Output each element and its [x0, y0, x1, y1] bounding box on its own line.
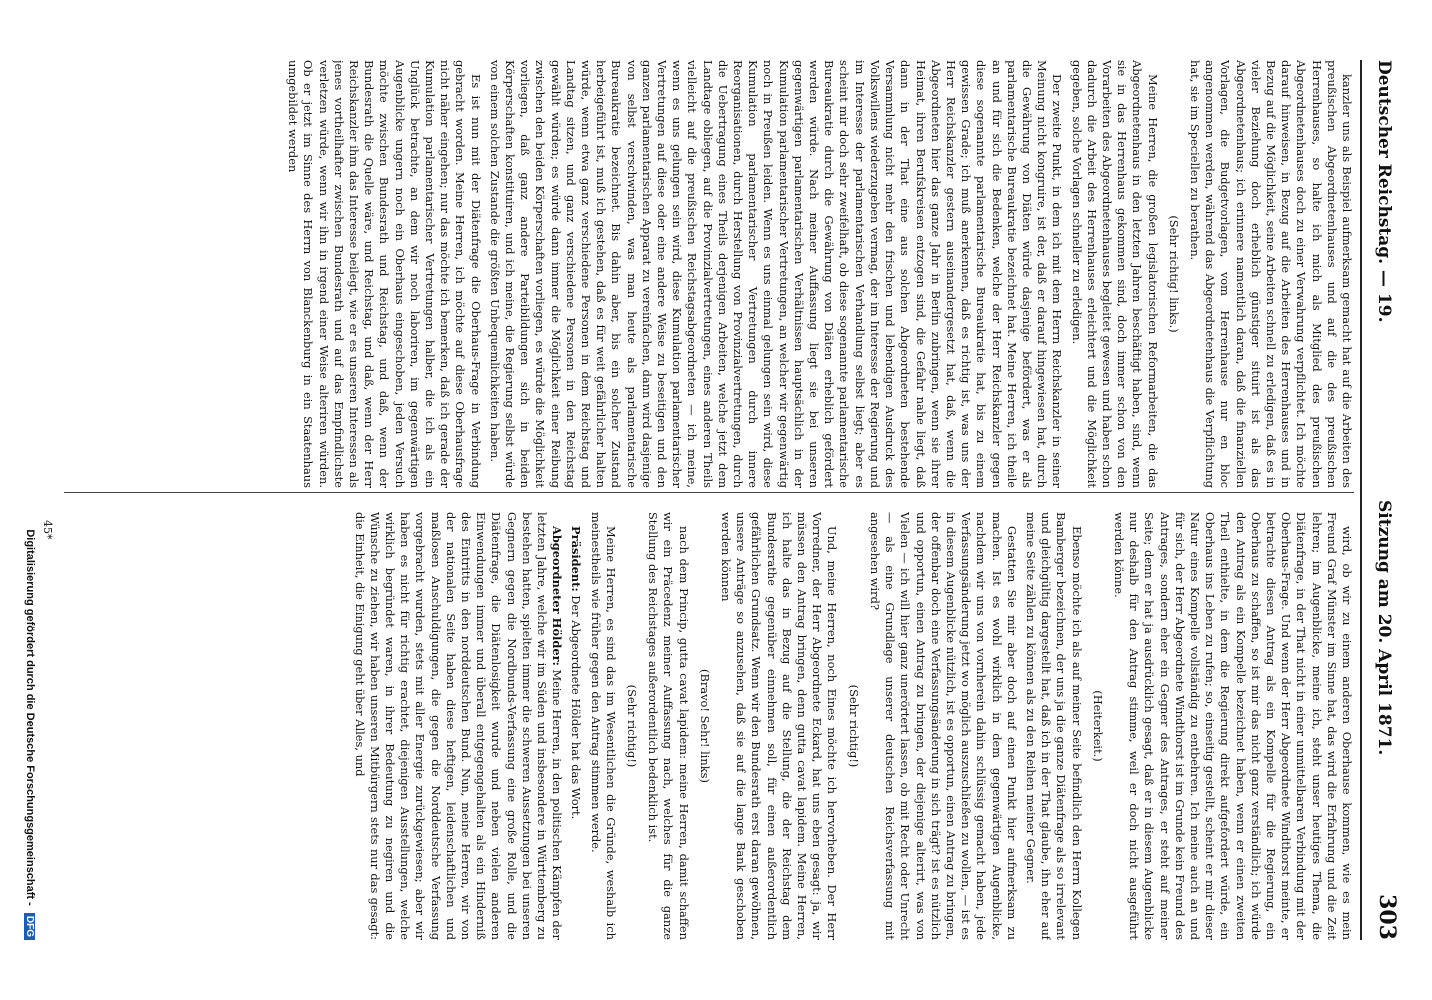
left-column [64, 60, 1354, 488]
interjection: (Sehr richtig!) [846, 684, 861, 768]
paragraph [351, 512, 564, 940]
paragraph: Meine Herren, die großen legislatorischen Reformarbeiten, die das Abgeordnetenhaus in den letzten Jahren beschäftigt haben, sind, wenn sie in das Herrenhaus gekommen sind, doch immer schon von den Vorarbeiten des Abgeordnetenhauses begleitet gewesen und haben schon dadurch die Arbeit des Herrenhauses erleichtert und die Möglichkeit gegeben, solche Vorlagen schneller zu erledigen. [1069, 60, 1160, 488]
speaker-label: Präsident: [569, 526, 584, 592]
footer-text: Digitalisierung gefördert durch die Deutsche Forschungsgemeinschaft - [24, 529, 36, 906]
paragraph [568, 512, 583, 940]
header-title-center: Sitzung am 20. April 1871. [1374, 500, 1394, 756]
signature-mark: 45* [41, 520, 54, 540]
digitization-footer [16, 60, 36, 940]
page-header [1366, 60, 1400, 940]
page-number: 303 [1374, 894, 1400, 940]
paragraph: Es ist nun mit der Diätenfrage die Oberhaus-Frage in Verbindung gebracht worden. Meine Herren, ich möchte auf diese Oberhausfrage nicht näher eingehen; nur das möchte ich bemerken, daß ich gerade der Kumulation parlamentarischer Vertretungen halber, die ich als ein Unglück betrachte, an dem wir noch laboriren, im gegenwärtigen Augenblicke ungern noch ein Oberhaus eingeschoben, jeden Versuch möchte zwischen Bundesrath und Reichstag, und daß, wenn der Bundesrath die Quelle wäre, und Reichstag, und daß, wenn der Herr Reichskanzler ihm das Interesse beilegt, wie er es unseren Interessen als jenes vortheilhafter zwischen Bundesrath und auf das Empfindlichste verletzen würde, wenn wir ihn in irgend einer Weise alteriren würden. Ob er jetzt im Sinne des Herrn von Blanckenburg in ein Staatenhaus umgebildet werden [286, 60, 483, 488]
speech-text: Der Abgeordnete Hölder hat das Wort. [569, 595, 584, 820]
interjection: (Sehr richtig!) [625, 684, 640, 768]
column-separator [64, 492, 1354, 493]
paragraph: Ebenso möchte ich als auf meiner Seite befindlich den Herrn Kollegen Bamberger bezeichnen, der uns ja die ganze Diätenfrage als so irrelevant und gleichgültig dargestellt hat, daß ich in der That glaube, ihn eher auf meine Seite zählen zu können als zu den Reihen meiner Gegner. [1023, 512, 1084, 940]
paragraph: nach dem Princip, gutta cavat lapidem: meine Herren, damit schaffen wir ein Präcedenz meiner Auffassung nach, welches für die ganze Stellung des Reichstages außerordentlich bedenklich ist. [646, 512, 691, 940]
dfg-badge: DFG [24, 913, 35, 940]
header-title-left: Deutscher Reichstag. — 19. [1374, 60, 1394, 323]
speaker-label: Abgeordneter Hölder: [550, 526, 565, 666]
interjection: (Heiterkeit.) [1090, 690, 1105, 762]
paragraph: kanzler uns als Beispiel aufmerksam gemacht hat auf die Arbeiten des preußischen Abgeordnetenhauses und auf die des preußischen Herrenhauses, so halte ich mich als Mitglied des preußischen Abgeordnetenhauses doch zu einer Verwahrung verpflichtet. Ich möchte darauf hinweisen, in Bezug auf die Arbeiten des Herrenhauses und in Bezug auf die Möglichkeit, seine Arbeiten schnell zu erledigen, daß es in vieler Beziehung doch erheblich günstiger situirt ist als das Abgeordnetenhaus; ich erinnere namentlich daran, daß die finanziellen Vorlagen, die Budgetvorlagen, vom Herrenhause nur en bloc angenommen werden, während das Abgeordnetenhaus die Verpflichtung hat, sie im Speciellen zu berathen. [1187, 60, 1354, 488]
header-rule [1360, 60, 1362, 940]
right-column [64, 512, 1354, 940]
interjection: (Bravo! Sehr! links) [697, 669, 712, 783]
paragraph: wird, ob wir zu einem anderen Oberhause kommen, wie es mein Freund Graf Münster im Sinne hat, das wird die Erfahrung und die Zeit lehren; im Augenblicke, meine ich, steht unser heutiges Thema, die Diätenfrage, in der That nicht in einer unmittelbaren Verbindung mit der Oberhaus-Frage. Und wenn der Herr Abgeordnete Windthorst meinte, er betrachte diesen Antrag als ein Kompelle für die Regierung, ein Oberhaus zu schaffen, so ist mir das nicht ganz verständlich; ich würde den Antrag als ein Kompelle bezeichnet haben, wenn er einen zweiten Theil enthielte, in dem die Regierung direkt aufgefordert würde, ein Oberhaus ins Leben zu rufen; so, einseitig gestellt, scheint er mir dieser Natur eines Kompelle vollständig zu entbehren. Ich meine auch an und für sich, der Herr Abgeordnete Windthorst ist im Grunde kein Freund des Antrages, sondern eher ein Gegner des Antrages, er steht auf meiner Seite; denn er hat ja ausdrücklich gesagt, daß er in diesem Augenblicke nur deshalb für den Antrag stimme, weil er doch nicht ausgeführt werden könne. [1111, 512, 1354, 940]
paragraph: Und, meine Herren, noch Eines möchte ich hervorheben. Der Herr Vorredner, der Herr Abgeordnete Eckard, hat uns eben gesagt: ja, wir müssen den Antrag bringen, denn gutta cavat lapidem. Meine Herren, ich halte das in Bezug auf die Stellung, die der Reichstag dem Bundesrathe gegenüber einnehmen soll, für einen außerordentlich gefährlichen Grundsatz. Wenn wir den Bundesrath erst daran gewöhnen, unsere Anträge so anzusehen, daß sie auf die lange Bank geschoben werden können [719, 512, 840, 940]
speech-text: Meine Herren, in den politischen Kämpfen der letzten Jahre, welche wir im Süden und insbesondere in Württemberg zu bestehen hatten, spielten immer die schweren Aussetzungen bei unseren Gegnern gegen die Nordbunds-Verfassung eine große Rolle, und die Diätenfrage, die Diätenlosigkeit wurde und neben vielen anderen Einwendungen immer und überall entgegengehalten als ein Hinderniß des Eintritts in den norddeutschen Bund. Nun, meine Herren, wir von der nationalen Seite haben diese heftigen, leidenschaftlichen und maßlosen Anschuldigungen, die gegen die Norddeutsche Verfassung vorgebracht wurden, stets mit aller Energie zurückgewiesen; aber wir haben es nicht für richtig erachtet, diejenigen Ausstellungen, welche wirklich begründet waren, in ihrer Bedeutung zu negiren und die Wünsche zu ziehen, wir haben unseren Mitbürgern stets nur das gesagt: die Einheit, die Einigung geht über Alles, und [352, 512, 565, 940]
interjection: (Sehr richtig! links.) [1166, 215, 1181, 333]
paragraph: Der zweite Punkt, in dem ich mit dem Herrn Reichskanzler in seiner Meinung nicht kongruire, ist der, daß er darauf hingewiesen hat, durch die Gewährung von Diäten würde dasjenige befördert, was er als parlamentarische Bureaukratie bezeichnet hat. Meine Herren, ich theile an und für sich die Bedenken, welche der Herr Reichskanzler gegen diese sogenannte parlamentarische Bureaukratie hat, bis zu einem gewissen Grade; ich muß anerkennen, daß es richtig ist, was uns der Herr Reichskanzler gestern auseinandergesetzt hat, daß, wenn die Abgeordneten hier das ganze Jahr in Berlin zubringen, wenn sie ihrer Heimat, ihren Berufskreisen entzogen sind, die Gefahr nahe liegt, daß dann in der That eine aus solchen Abgeordneten bestehende Versammlung nicht mehr den frischen und lebendigen Ausdruck des Volkswillens wiederzugeben vermag, der im Interesse der Regierung und im Interesse der parlamentarischen Verhandlung selbst liegt; aber es scheint mir doch sehr zweifelhaft, ob diese sogenannte parlamentarische Bureaukratie durch die Gewährung von Diäten erheblich gefördert werden würde. Nach meiner Auffassung liegt sie bei unseren gegenwärtigen parlamentarischen Verhältnissen hauptsächlich in der Kumulation parlamentarischer Vertretungen, an welcher wir gegenwärtig noch in Preußen leiden. Wenn es uns einmal gelungen sein wird, diese Kumulation parlamentarischer Vertretungen durch innere Reorganisationen, durch Herstellung von Provinzialvertretungen, durch die Uebertragung eines Theils derjenigen Arbeiten, welche jetzt dem Landtage obliegen, auf die Provinzialvertretungen, eines anderen Theils vielleicht auf die preußischen Reichstagsabgeordneten — ich meine, wenn es uns gelungen sein wird, diese Kumulation parlamentarischer Vertretungen auf diese oder eine andere Weise zu beseitigen und den ganzen parlamentarischen Apparat zu vereinfachen, dann wird dasjenige von selbst verschwinden, was man heute als parlamentarische Bureaukratie bezeichnet. Bis dahin aber, bis ein solcher Zustand herbeigeführt ist, muß ich gestehen, daß es für weit gefährlicher halten würde, wenn etwa ganz verschiedene Personen in dem Reichstag und Landtag sitzen, und ganz verschiedene Personen in den Reichstag gewählt würden; es würde dann immer die Möglichkeit einer Reibung zwischen den beiden Körperschaften vorliegen, es würde die Möglichkeit vorliegen, daß ganz andere Parteibildungen sich in beiden Körperschaften konstituiren, und ich meine, die Regierung selbst würde von einem solchen Zustande die größten Unbequemlichkeiten haben. [487, 60, 1065, 488]
paragraph: Meine Herren, es sind das im Wesentlichen die Gründe, weshalb ich meinestheils wie früher gegen den Antrag stimmen werde. [588, 512, 618, 940]
paragraph: Gestatten Sie mir aber doch auf einen Punkt hier aufmerksam zu machen. Ist es wohl wirklich in dem gegenwärtigen Augenblicke, nachdem wir uns von vornherein dahin schlüssig gemacht haben, jede Verfassungsänderung jetzt wo möglich auszuschließen zu wollen, — ist es in diesem Augenblicke nützlich, ist es opportun, einen Antrag zu bringen, der offenbar doch eine Verfassungsänderung in sich trägt? ist es nützlich und opportun, einen Antrag zu bringen, der diejenige alterirt, was von Vielen — ich will hier ganz unerörtert lassen, ob mit Recht oder Unrecht — als eine Grundlage unserer deutschen Reichsverfassung mit angesehen wird? [867, 512, 1019, 940]
